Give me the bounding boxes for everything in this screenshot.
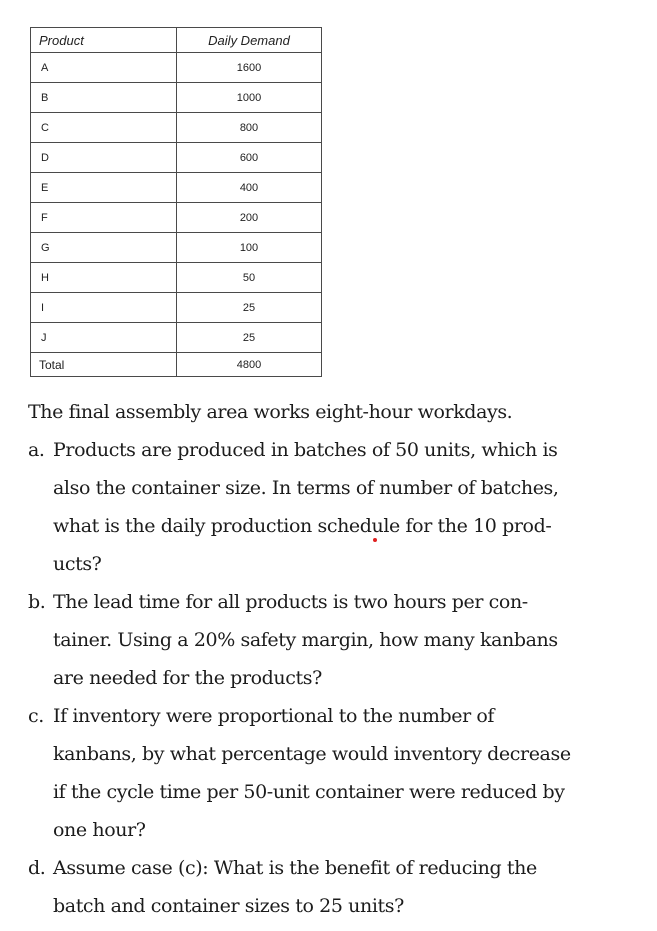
column-header-daily-demand: Daily Demand <box>177 28 322 53</box>
question-line: The lead time for all products is two hours per con- <box>53 591 528 613</box>
demand-cell: 25 <box>177 293 322 323</box>
question-c <box>0 697 643 849</box>
table-total-row <box>31 353 322 377</box>
problem-text <box>0 393 657 925</box>
product-cell: G <box>31 233 177 263</box>
table-row <box>31 53 322 83</box>
product-cell: J <box>31 323 177 353</box>
product-cell: A <box>31 53 177 83</box>
demand-cell: 25 <box>177 323 322 353</box>
question-a <box>0 431 643 583</box>
table-row <box>31 173 322 203</box>
question-line: what is the daily production schedule for the 10 prod- <box>53 515 552 537</box>
question-line: Assume case (c): What is the benefit of reducing the <box>53 857 537 879</box>
demand-cell: 1000 <box>177 83 322 113</box>
question-line: one hour? <box>53 819 146 841</box>
question-line: are needed for the products? <box>53 667 322 689</box>
demand-cell: 400 <box>177 173 322 203</box>
table-row <box>31 113 322 143</box>
demand-cell: 800 <box>177 113 322 143</box>
product-cell: F <box>31 203 177 233</box>
cursor-dot <box>373 538 377 542</box>
demand-cell: 200 <box>177 203 322 233</box>
demand-cell: 100 <box>177 233 322 263</box>
product-cell: H <box>31 263 177 293</box>
question-line: tainer. Using a 20% safety margin, how many kanbans <box>53 629 558 651</box>
product-cell: B <box>31 83 177 113</box>
question-line: ucts? <box>53 553 102 575</box>
table-header-row <box>31 28 322 53</box>
total-value: 4800 <box>177 353 322 377</box>
question-label: d. <box>28 857 46 879</box>
table-row <box>31 203 322 233</box>
demand-table <box>30 27 322 377</box>
table-row <box>31 83 322 113</box>
demand-cell: 1600 <box>177 53 322 83</box>
question-b <box>0 583 643 697</box>
product-cell: I <box>31 293 177 323</box>
question-line: if the cycle time per 50-unit container were reduced by <box>53 781 565 803</box>
intro-text: The final assembly area works eight-hour workdays. <box>28 401 513 423</box>
question-label: b. <box>28 591 46 613</box>
question-line: also the container size. In terms of number of batches, <box>53 477 559 499</box>
table-row <box>31 293 322 323</box>
product-cell: C <box>31 113 177 143</box>
table-row <box>31 263 322 293</box>
question-d <box>0 849 643 925</box>
total-label: Total <box>31 353 177 377</box>
table-row <box>31 233 322 263</box>
table-row <box>31 143 322 173</box>
table-row <box>31 323 322 353</box>
question-line: If inventory were proportional to the number of <box>53 705 495 727</box>
question-label: a. <box>28 439 45 461</box>
demand-cell: 50 <box>177 263 322 293</box>
demand-cell: 600 <box>177 143 322 173</box>
question-line: batch and container sizes to 25 units? <box>53 895 404 917</box>
product-cell: D <box>31 143 177 173</box>
question-line: kanbans, by what percentage would inventory decrease <box>53 743 571 765</box>
question-line: Products are produced in batches of 50 units, which is <box>53 439 558 461</box>
question-label: c. <box>28 705 44 727</box>
product-cell: E <box>31 173 177 203</box>
column-header-product: Product <box>31 28 177 53</box>
